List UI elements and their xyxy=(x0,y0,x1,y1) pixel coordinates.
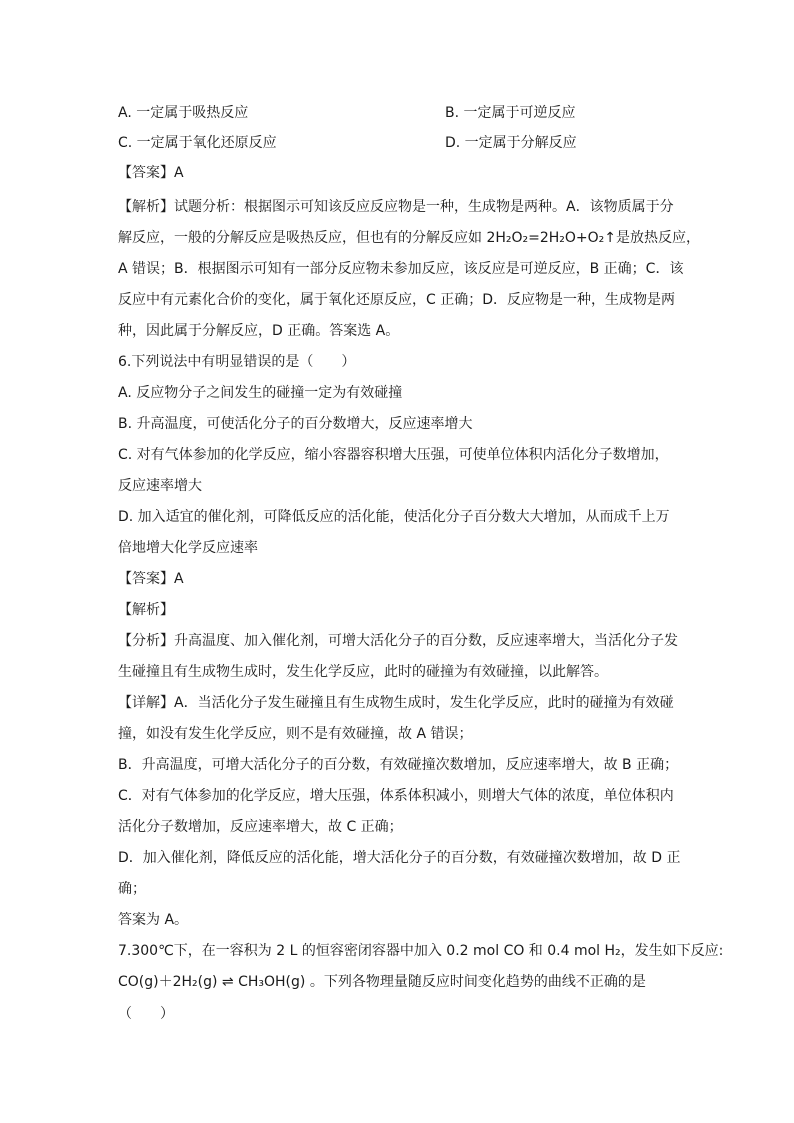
q5-analysis-line: 反应中有元素化合价的变化，属于氧化还原反应，C 正确；D．反应物是一种，生成物是两 xyxy=(118,292,676,308)
q6-option-b: B. 升高温度，可使活化分子的百分数增大，反应速率增大 xyxy=(118,416,473,432)
q5-analysis-line: 种，因此属于分解反应，D 正确。答案选 A。 xyxy=(118,323,400,339)
q6-analysis-title: 【解析】 xyxy=(118,602,174,618)
q6-detail-line: B．升高温度，可增大活化分子的百分数，有效碰撞次数增加，反应速率增大，故 B 正确； xyxy=(118,757,679,773)
q6-stem: 6.下列说法中有明显错误的是（ ） xyxy=(118,354,356,370)
q5-analysis-line: A 错误；B．根据图示可知有一部分反应物未参加反应，该反应是可逆反应，B 正确；C．该 xyxy=(118,261,684,277)
q5-option-b: B. 一定属于可逆反应 xyxy=(445,105,576,121)
q6-option-c-line: 反应速率增大 xyxy=(118,478,202,494)
q5-option-d: D. 一定属于分解反应 xyxy=(445,135,577,151)
q6-detail-line: C．对有气体参加的化学反应，增大压强，体系体积减小，则增大气体的浓度，单位体积内 xyxy=(118,788,674,804)
q5-analysis-line: 解反应，一般的分解反应是吸热反应，但也有的分解反应如 2H₂O₂=2H₂O+O₂↑是放热反应， xyxy=(118,230,701,246)
q5-answer: 【答案】A xyxy=(118,165,184,181)
q5-option-a: A. 一定属于吸热反应 xyxy=(118,105,249,121)
q6-detail-line: D．加入催化剂，降低反应的活化能，增大活化分子的百分数，有效碰撞次数增加，故 D 正 xyxy=(118,850,681,866)
q6-answer: 【答案】A xyxy=(118,571,184,587)
q6-option-a: A. 反应物分子之间发生的碰撞一定为有效碰撞 xyxy=(118,385,403,401)
q7-stem-line: 7.300℃下，在一容积为 2 L 的恒容密闭容器中加入 0.2 mol CO 和 0.4 mol H₂，发生如下反应: xyxy=(118,943,724,959)
q6-final-answer: 答案为 A。 xyxy=(118,912,189,928)
q6-detail-line: 活化分子数增加，反应速率增大，故 C 正确； xyxy=(118,819,403,835)
q6-detail-line: 确； xyxy=(118,881,146,897)
q6-option-d-line: 倍地增大化学反应速率 xyxy=(118,540,258,556)
q6-option-d-line: D. 加入适宜的催化剂，可降低反应的活化能，使活化分子百分数大大增加，从而成千上万 xyxy=(118,509,670,525)
q5-option-c: C. 一定属于氧化还原反应 xyxy=(118,135,277,151)
q7-stem-line: （ ） xyxy=(118,1006,174,1022)
q6-fenxi-line: 生碰撞且有生成物生成时，发生化学反应，此时的碰撞为有效碰撞，以此解答。 xyxy=(118,664,608,680)
q7-stem-line: CO(g)＋2H₂(g) ⇌ CH₃OH(g) 。下列各物理量随反应时间变化趋势的曲线不正确的是 xyxy=(118,974,646,990)
q6-option-c-line: C. 对有气体参加的化学反应，缩小容器容积增大压强，可使单位体积内活化分子数增加， xyxy=(118,447,669,463)
q6-fenxi-line: 【分析】升高温度、加入催化剂，可增大活化分子的百分数，反应速率增大，当活化分子发 xyxy=(118,633,678,649)
q6-detail-line: 撞，如没有发生化学反应，则不是有效碰撞，故 A 错误； xyxy=(118,726,473,742)
q5-analysis-line: 【解析】试题分析：根据图示可知该反应反应物是一种，生成物是两种。A．该物质属于分 xyxy=(118,199,674,215)
q6-detail-line: 【详解】A．当活化分子发生碰撞且有生成物生成时，发生化学反应，此时的碰撞为有效碰 xyxy=(118,695,674,711)
